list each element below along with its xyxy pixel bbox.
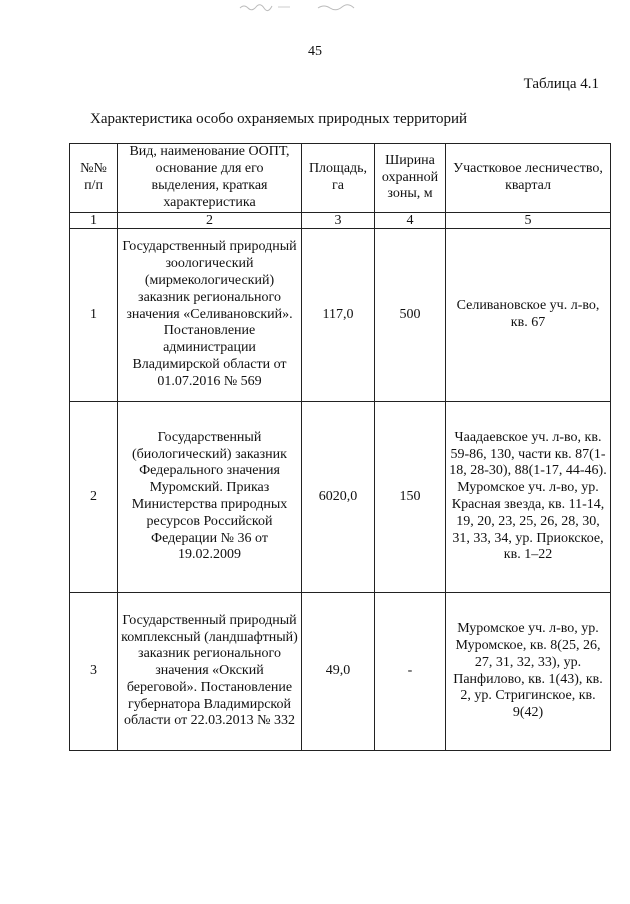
area-size: 49,0	[302, 593, 375, 751]
buffer-zone-width: 150	[375, 402, 446, 593]
table-row	[70, 229, 611, 402]
row-number: 2	[70, 402, 118, 593]
header-cell: Ширина охранной зоны, м	[375, 144, 446, 213]
row-number: 3	[70, 593, 118, 751]
table-title: Характеристика особо охраняемых природных территорий	[90, 111, 468, 127]
table-row	[70, 402, 611, 593]
header-cell: Площадь, га	[302, 144, 375, 213]
header-cell: Вид, наименование ООПТ, основание для его выделения, краткая характеристика	[118, 144, 302, 213]
scan-artifact	[238, 2, 360, 12]
area-size: 6020,0	[302, 402, 375, 593]
area-description: Государственный (биологический) заказник Федерального значения Муромский. Приказ Министерства природных ресурсов Российской Федерации № 36 от 19.02.2009	[118, 402, 302, 593]
column-number-cell: 1	[70, 213, 118, 229]
header-cell: Участковое лесничество, квартал	[446, 144, 611, 213]
area-size: 117,0	[302, 229, 375, 402]
forestry-quarter: Муромское уч. л-во, ур. Муромское, кв. 8(25, 26, 27, 31, 32, 33), ур. Панфилово, кв. 1(43), кв. 2, ур. Стригинское, кв. 9(42)	[446, 593, 611, 751]
table-label: Таблица 4.1	[523, 76, 599, 92]
table-row	[70, 593, 611, 751]
row-number: 1	[70, 229, 118, 402]
forestry-quarter: Селивановское уч. л-во, кв. 67	[446, 229, 611, 402]
column-number-cell: 4	[375, 213, 446, 229]
table-header-row	[70, 144, 611, 213]
area-description: Государственный природный зоологический (мирмекологический) заказник регионального значения «Селивановский». Постановление администрации Владимирской области от 01.07.2016 № 569	[118, 229, 302, 402]
header-cell: №№ п/п	[70, 144, 118, 213]
column-number-row	[70, 213, 611, 229]
buffer-zone-width: -	[375, 593, 446, 751]
buffer-zone-width: 500	[375, 229, 446, 402]
column-number-cell: 5	[446, 213, 611, 229]
area-description: Государственный природный комплексный (ландшафтный) заказник регионального значения «Окский береговой». Постановление губернатора Владимирской области от 22.03.2013 № 332	[118, 593, 302, 751]
column-number-cell: 2	[118, 213, 302, 229]
protected-areas-table	[69, 143, 611, 751]
column-number-cell: 3	[302, 213, 375, 229]
page-number: 45	[308, 44, 322, 59]
forestry-quarter: Чаадаевское уч. л-во, кв. 59-86, 130, части кв. 87(1-18, 28-30), 88(1-17, 44-46). Муромское уч. л-во, ур. Красная звезда, кв. 11-14, 19, 20, 23, 25, 26, 28, 30, 31, 33, 34, ур. Приокское, кв. 1–22	[446, 402, 611, 593]
